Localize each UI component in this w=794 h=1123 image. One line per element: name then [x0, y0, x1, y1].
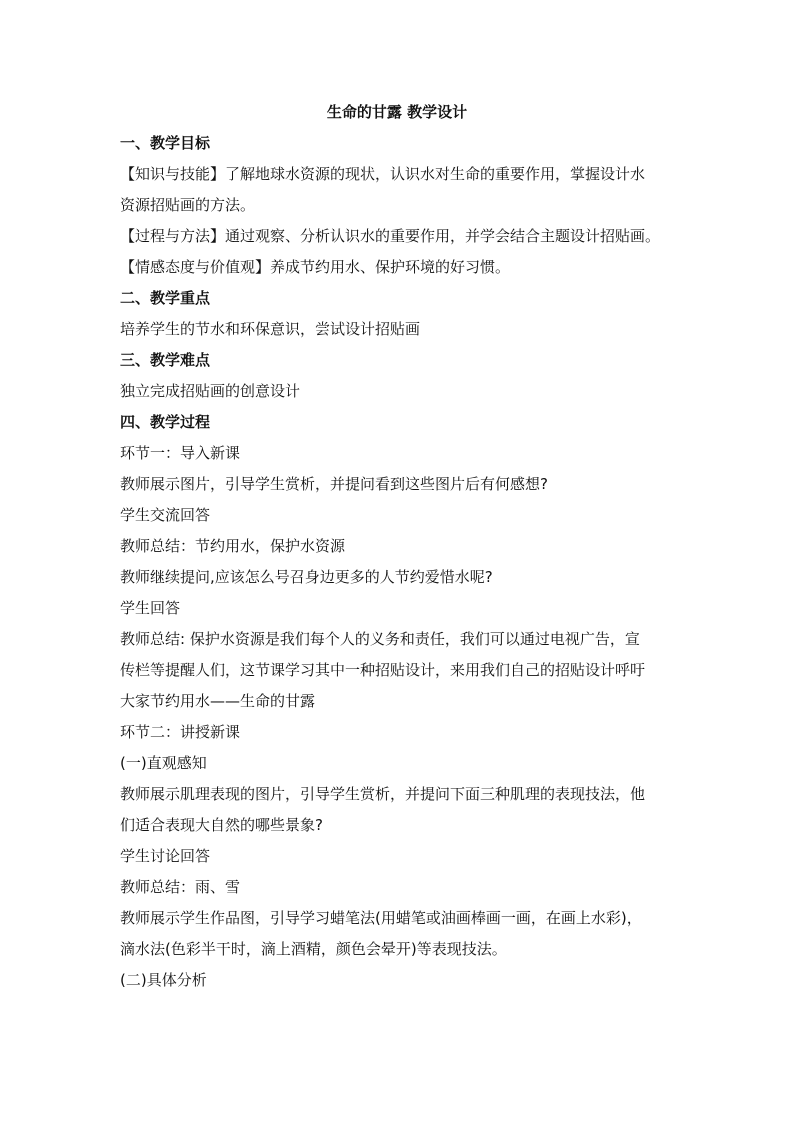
paragraph-line: 教师展示学生作品图，引导学习蜡笔法(用蜡笔或油画棒画一画，在画上水彩)，: [120, 909, 642, 927]
paragraph-line: 们适合表现大自然的哪些景象?: [120, 816, 323, 834]
paragraph-line: 教师展示肌理表现的图片，引导学生赏析，并提问下面三种肌理的表现技法，他: [120, 785, 646, 803]
paragraph-line: 教师展示图片，引导学生赏析，并提问看到这些图片后有何感想?: [120, 475, 548, 493]
paragraph-line: 学生讨论回答: [120, 847, 211, 865]
paragraph-line: 环节一：导入新课: [120, 444, 241, 462]
paragraph-line: 教师总结: 保护水资源是我们每个人的义务和责任，我们可以通过电视广告，宣: [120, 630, 640, 648]
section-heading-difficulties: 三、教学难点: [120, 351, 211, 369]
paragraph-line: (一)直观感知: [120, 754, 207, 772]
paragraph-line: 【过程与方法】通过观察、分析认识水的重要作用，并学会结合主题设计招贴画。: [120, 227, 661, 245]
paragraph-line: 环节二：讲授新课: [120, 723, 241, 741]
paragraph-line: 培养学生的节水和环保意识，尝试设计招贴画: [120, 320, 421, 338]
paragraph-line: (二)具体分析: [120, 971, 207, 989]
paragraph-line: 教师总结：雨、雪: [120, 878, 241, 896]
paragraph-line: 滴水法(色彩半干时，滴上酒精，颜色会晕开)等表现技法。: [120, 940, 507, 958]
paragraph-line: 【情感态度与价值观】养成节约用水、保护环境的好习惯。: [120, 258, 511, 276]
paragraph-line: 资源招贴画的方法。: [120, 196, 256, 214]
section-heading-process: 四、教学过程: [120, 413, 211, 431]
paragraph-line: 【知识与技能】了解地球水资源的现状，认识水对生命的重要作用，掌握设计水: [120, 165, 646, 183]
paragraph-line: 大家节约用水——生命的甘露: [120, 692, 316, 710]
paragraph-line: 学生回答: [120, 599, 181, 617]
paragraph-line: 传栏等提醒人们，这节课学习其中一种招贴设计，来用我们自己的招贴设计呼吁: [120, 661, 646, 679]
paragraph-line: 教师继续提问,应该怎么号召身边更多的人节约爱惜水呢?: [120, 568, 493, 586]
section-heading-objectives: 一、教学目标: [120, 134, 211, 152]
paragraph-line: 教师总结：节约用水，保护水资源: [120, 537, 346, 555]
paragraph-line: 学生交流回答: [120, 506, 211, 524]
section-heading-key-points: 二、教学重点: [120, 289, 211, 307]
paragraph-line: 独立完成招贴画的创意设计: [120, 382, 301, 400]
document-title: 生命的甘露 教学设计: [326, 103, 468, 121]
